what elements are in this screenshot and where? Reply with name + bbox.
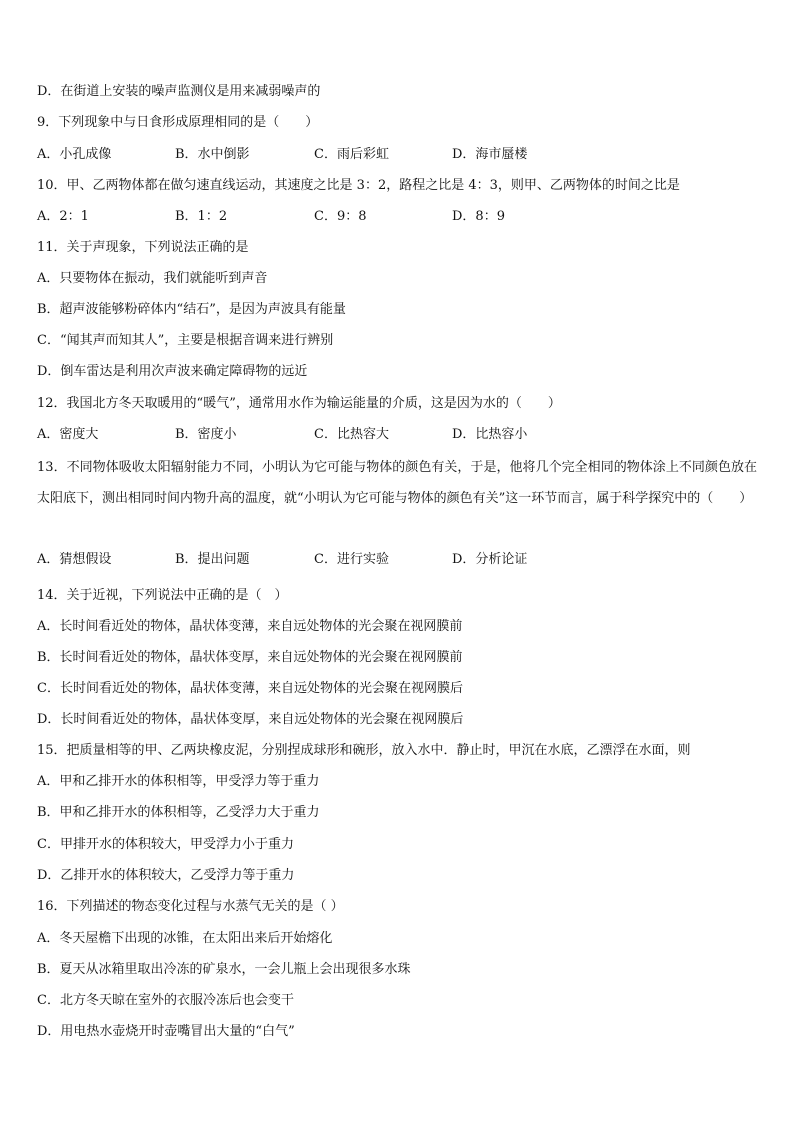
q10-option-a: A．2：1 [37,209,89,224]
q14-stem: 14．关于近视，下列说法中正确的是（ ） [37,588,288,603]
q12-option-b: B．密度小 [175,427,237,442]
q11-option-a: A．只要物体在振动，我们就能听到声音 [37,271,268,286]
q16-option-a: A．冬天屋檐下出现的冰锥，在太阳出来后开始熔化 [37,931,333,946]
q10-option-d: D．8：9 [452,209,505,224]
q13-option-d: D．分析论证 [452,552,528,567]
q10-option-b: B．1：2 [175,209,228,224]
q12-option-d: D．比热容小 [452,427,528,442]
q8-option-d: D．在街道上安装的噪声监测仪是用来减弱噪声的 [37,84,321,99]
q16-option-c: C．北方冬天晾在室外的衣服冷冻后也会变干 [37,993,294,1008]
q9-stem: 9．下列现象中与日食形成原理相同的是（ ） [37,115,319,130]
q15-option-a: A．甲和乙排开水的体积相等，甲受浮力等于重力 [37,774,320,789]
q9-option-c: C．雨后彩虹 [314,147,389,162]
q12-stem: 12．我国北方冬天取暖用的“暖气”，通常用水作为输运能量的介质，这是因为水的（ ） [37,396,561,411]
q9-option-a: A．小孔成像 [37,147,112,162]
q9-option-b: B．水中倒影 [175,147,250,162]
q13-stem: 13．不同物体吸收太阳辐射能力不同，小明认为它可能与物体的颜色有关，于是，他将几个完全相同的物体涂上不同颜色放在太阳底下，测出相同时间内物升高的温度，就“小明认为它可能与物体的颜色有关”这一环节而言，属于科学探究中的（ ） [37,460,757,506]
q13-option-a: A．猜想假设 [37,552,112,567]
q12-option-c: C．比热容大 [314,427,389,442]
q11-stem: 11．关于声现象，下列说法正确的是 [37,240,249,255]
q13-option-c: C．进行实验 [314,552,389,567]
q13-option-b: B．提出问题 [175,552,250,567]
q16-option-d: D．用电热水壶烧开时壶嘴冒出大量的“白气” [37,1024,295,1039]
q14-option-d: D．长时间看近处的物体，晶状体变厚，来自远处物体的光会聚在视网膜后 [37,712,464,727]
q9-option-d: D．海市蜃楼 [452,147,528,162]
q10-stem: 10．甲、乙两物体都在做匀速直线运动，其速度之比是 3：2，路程之比是 4：3，则甲、乙两物体的时间之比是 [37,178,680,193]
q15-stem: 15．把质量相等的甲、乙两块橡皮泥，分别捏成球形和碗形，放入水中．静止时，甲沉在水底，乙漂浮在水面，则 [37,743,691,758]
q14-option-c: C．长时间看近处的物体，晶状体变薄，来自远处物体的光会聚在视网膜后 [37,681,463,696]
q11-option-d: D．倒车雷达是利用次声波来确定障碍物的远近 [37,364,308,379]
q15-option-c: C．甲排开水的体积较大，甲受浮力小于重力 [37,837,294,852]
q16-stem: 16．下列描述的物态变化过程与水蒸气无关的是（ ） [37,899,344,914]
q11-option-b: B．超声波能够粉碎体内“结石”，是因为声波具有能量 [37,302,346,317]
q12-option-a: A．密度大 [37,427,99,442]
q15-option-b: B．甲和乙排开水的体积相等，乙受浮力大于重力 [37,805,320,820]
q15-option-d: D．乙排开水的体积较大，乙受浮力等于重力 [37,868,295,883]
q14-option-b: B．长时间看近处的物体，晶状体变厚，来自远处物体的光会聚在视网膜前 [37,650,463,665]
q14-option-a: A．长时间看近处的物体，晶状体变薄，来自远处物体的光会聚在视网膜前 [37,619,463,634]
q16-option-b: B．夏天从冰箱里取出冷冻的矿泉水，一会儿瓶上会出现很多水珠 [37,962,411,977]
q10-option-c: C．9：8 [314,209,367,224]
q11-option-c: C．“闻其声而知其人”，主要是根据音调来进行辨别 [37,333,334,348]
